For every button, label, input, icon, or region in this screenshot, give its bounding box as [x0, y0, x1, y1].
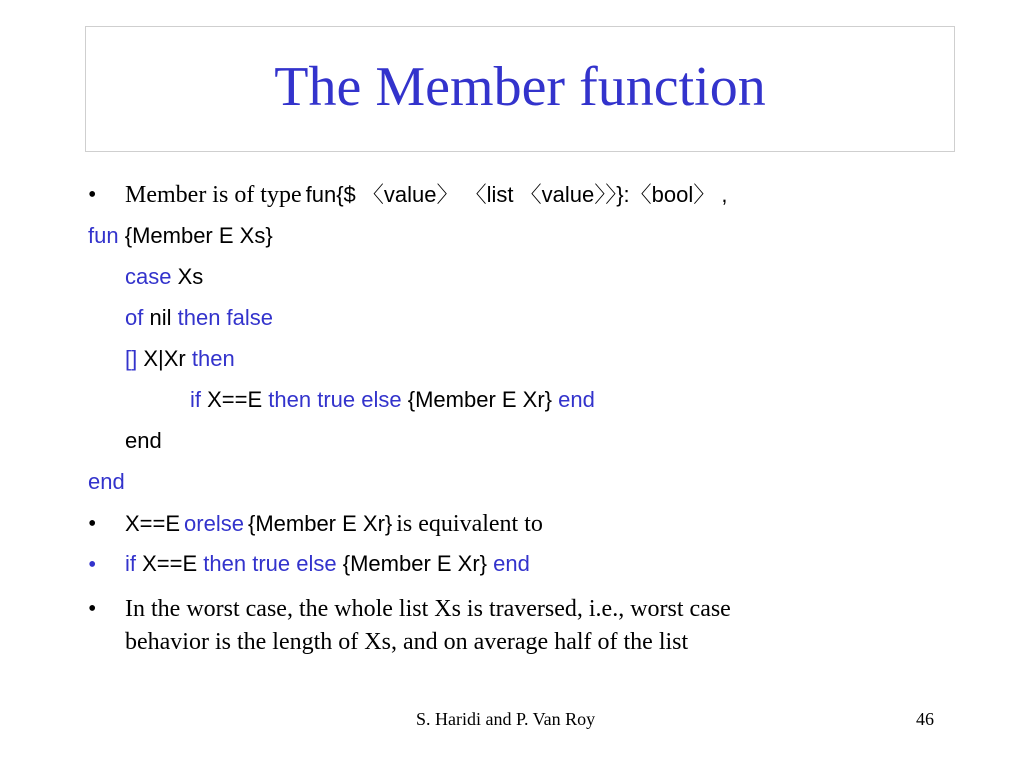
keyword-if: if	[190, 387, 201, 412]
footer-authors: S. Haridi and P. Van Roy	[416, 709, 596, 729]
code-member-signature: {Member E Xs}	[124, 223, 273, 248]
keyword-end-fun: end	[88, 469, 125, 494]
title-box	[85, 26, 955, 152]
bullet-4-paragraph	[125, 593, 885, 659]
keyword-end-if: end	[558, 387, 595, 412]
code-line-case	[125, 266, 203, 288]
bullet-2-condition: X==E	[125, 511, 181, 536]
code-nil: nil	[149, 305, 172, 330]
bullet-2-line	[125, 512, 543, 536]
bullet-4-line-2: behavior is the length of Xs, and on average half of the list	[125, 629, 689, 655]
keyword-brackets: []	[125, 346, 138, 371]
page-number: 46	[916, 709, 934, 729]
slide-title: The Member function	[274, 56, 766, 118]
keyword-then-false: then false	[177, 305, 274, 330]
keyword-then-true-else-2: then true else	[203, 551, 337, 576]
code-end-case: end	[125, 428, 162, 453]
bullet-marker-2: •	[88, 511, 97, 537]
keyword-if-2: if	[125, 551, 136, 576]
bullet-2-call: {Member E Xr}	[247, 511, 393, 536]
bullet-1-line	[125, 183, 727, 207]
code-line-fun	[88, 225, 273, 247]
code-line-of-nil	[125, 307, 273, 329]
code-cons-pattern: X|Xr	[143, 346, 186, 371]
keyword-fun: fun	[88, 223, 119, 248]
code-line-if	[190, 389, 595, 411]
bullet-marker-1: •	[88, 182, 97, 208]
keyword-end-2: end	[493, 551, 530, 576]
bullet-3-condition: X==E	[142, 551, 198, 576]
bullet-4-line-1: In the worst case, the whole list Xs is traversed, i.e., worst case	[125, 596, 731, 622]
code-recursive-call: {Member E Xr}	[407, 387, 553, 412]
bullet-3-line	[125, 553, 530, 575]
bullet-3-call: {Member E Xr}	[342, 551, 488, 576]
code-line-end-fun	[88, 471, 125, 493]
bullet-marker-3: •	[88, 552, 97, 578]
bullet-2-text: is equivalent to	[396, 511, 543, 537]
keyword-of: of	[125, 305, 144, 330]
keyword-then-true-else: then true else	[268, 387, 402, 412]
code-line-end-case	[125, 430, 162, 452]
keyword-case: case	[125, 264, 172, 289]
bullet-marker-4: •	[88, 596, 97, 622]
bullet-1-text: Member is of type	[125, 182, 302, 208]
keyword-orelse: orelse	[184, 511, 244, 536]
code-case-subject: Xs	[177, 264, 204, 289]
code-condition: X==E	[207, 387, 263, 412]
code-line-cons	[125, 348, 235, 370]
bullet-1-type-signature: fun{$ 〈value〉 〈list 〈value〉〉}:〈bool〉 ,	[305, 182, 728, 207]
keyword-then: then	[191, 346, 235, 371]
